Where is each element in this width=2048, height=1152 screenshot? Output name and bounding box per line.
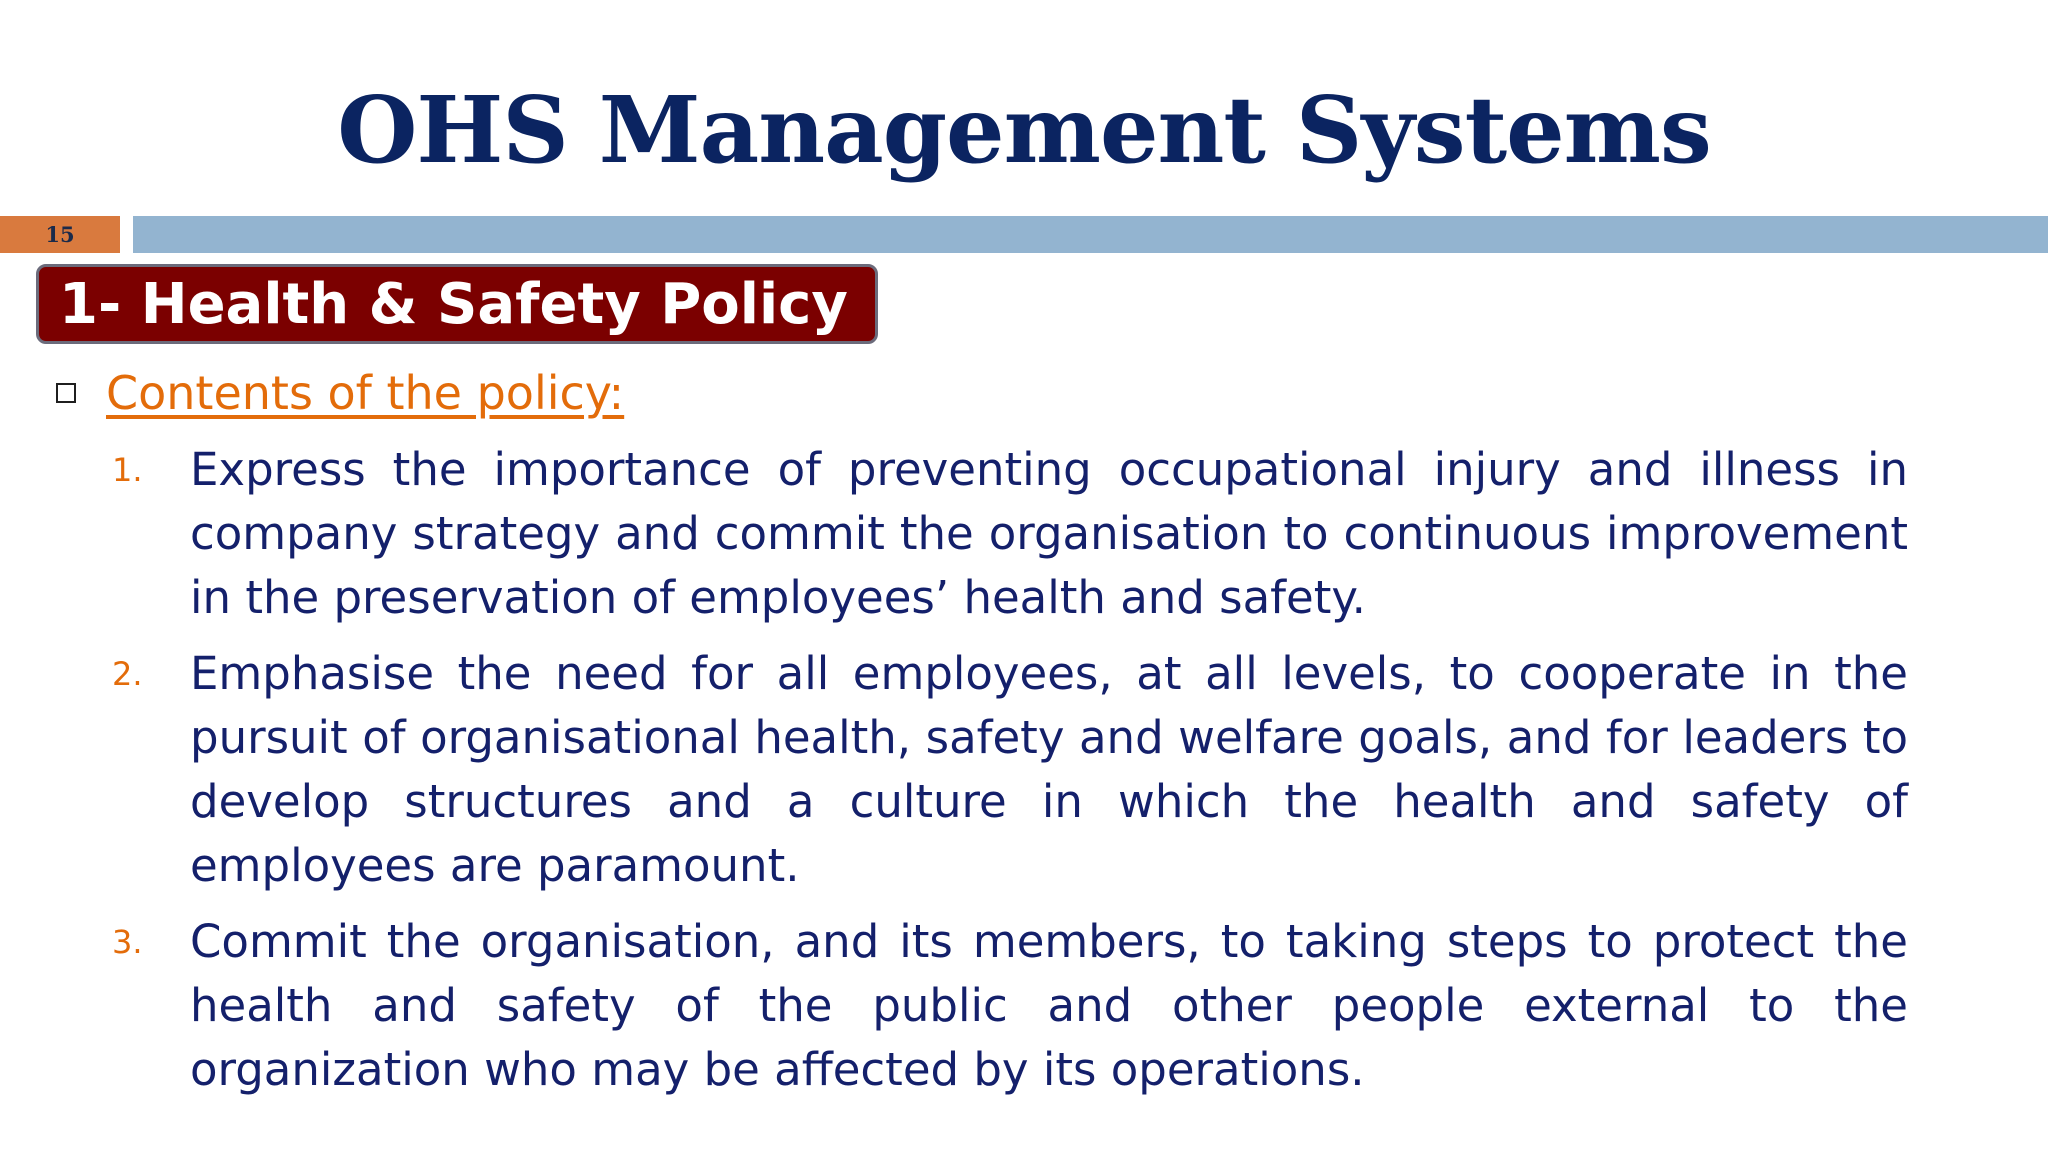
policy-list bbox=[112, 438, 1908, 1114]
list-item bbox=[112, 438, 1908, 630]
bullet-heading: Contents of the policy: bbox=[106, 366, 625, 420]
list-item-text: Emphasise the need for all employees, at all levels, to cooperate in the pursuit of organisational health, safety and welfare goals, and for leaders to develop structures and a culture in which the health and safety of employees are paramount. bbox=[190, 647, 1908, 892]
list-item-number: 1. bbox=[112, 451, 143, 489]
square-bullet-icon bbox=[56, 383, 76, 403]
list-item bbox=[112, 910, 1908, 1102]
header-rule-bar bbox=[133, 216, 2048, 253]
slide-title: OHS Management Systems bbox=[337, 76, 1711, 184]
list-item-number: 3. bbox=[112, 923, 143, 961]
slide-number: 15 bbox=[0, 216, 120, 253]
section-heading-box bbox=[36, 264, 878, 344]
list-item-text: Express the importance of preventing occupational injury and illness in company strategy and commit the organisation to continuous improvement in the preservation of employees’ health and safety. bbox=[190, 443, 1908, 624]
section-heading: 1- Health & Safety Policy bbox=[59, 271, 848, 337]
list-item bbox=[112, 642, 1908, 898]
list-item-text: Commit the organisation, and its members, to taking steps to protect the health and safety of the public and other people external to the organization who may be affected by its operations. bbox=[190, 915, 1908, 1096]
list-item-number: 2. bbox=[112, 655, 143, 693]
bullet-row bbox=[56, 360, 624, 426]
